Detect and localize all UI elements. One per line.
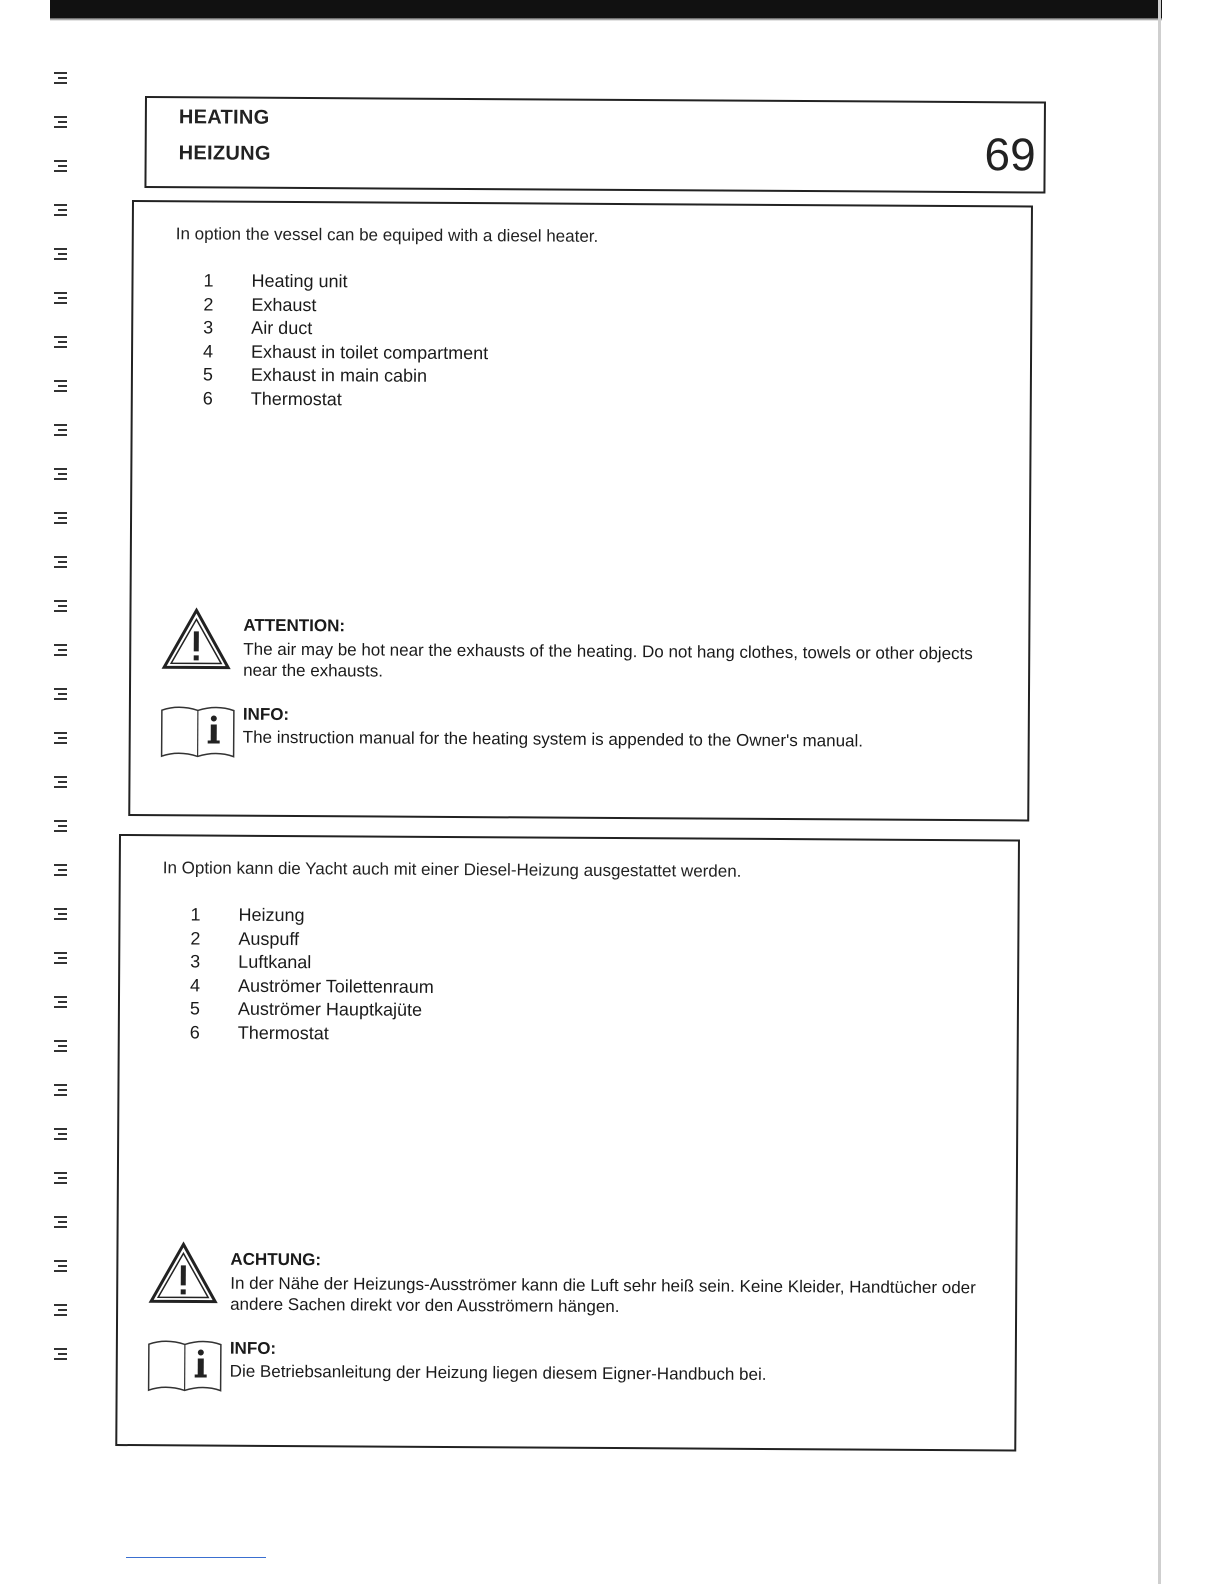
binding-ring bbox=[54, 820, 67, 834]
binding-ring bbox=[54, 1172, 67, 1186]
list-item: 3 Luftkanal bbox=[190, 951, 312, 973]
list-item: 6 Thermostat bbox=[202, 387, 342, 409]
warning-text: The air may be hot near the exhausts of the heating. Do not hang clothes, towels or other objects near the exhausts. bbox=[243, 639, 973, 681]
binding-ring bbox=[54, 72, 67, 86]
binding-ring bbox=[54, 292, 67, 306]
info-heading: INFO: bbox=[242, 704, 290, 724]
page-number: 69 bbox=[984, 128, 1036, 181]
binding-ring bbox=[54, 776, 67, 790]
list-item: 1 Heizung bbox=[190, 904, 305, 926]
list-item: 4 Exhaust in toilet compartment bbox=[203, 340, 489, 363]
binding-ring bbox=[54, 468, 67, 482]
binding-ring bbox=[54, 1216, 67, 1230]
intro-text: In Option kann die Yacht auch mit einer Diesel-Heizung ausgestattet werden. bbox=[162, 858, 742, 881]
warning-heading: ATTENTION: bbox=[243, 615, 346, 636]
info-block bbox=[158, 704, 998, 779]
info-heading: INFO: bbox=[229, 1338, 277, 1358]
warning-triangle-icon bbox=[161, 607, 231, 671]
scan-page-edge bbox=[1158, 0, 1161, 1584]
warning-block bbox=[161, 607, 1001, 692]
warning-block bbox=[148, 1241, 988, 1326]
list-item: 1 Heating unit bbox=[203, 270, 348, 292]
scan-top-shadow bbox=[50, 18, 1162, 21]
binding-ring bbox=[54, 644, 67, 658]
warning-heading: ACHTUNG: bbox=[230, 1249, 322, 1270]
binding-ring bbox=[54, 116, 67, 130]
page-header bbox=[144, 96, 1046, 194]
binding-ring bbox=[54, 996, 67, 1010]
page-title-english: HEATING bbox=[178, 106, 270, 129]
footer-rule bbox=[126, 1557, 266, 1558]
scan-top-border bbox=[50, 0, 1162, 18]
binding-ring bbox=[54, 688, 67, 702]
binding-ring bbox=[54, 600, 67, 614]
binding-ring bbox=[54, 908, 67, 922]
list-item: 5 Exhaust in main cabin bbox=[202, 364, 428, 386]
binding-ring bbox=[54, 424, 67, 438]
german-section bbox=[115, 834, 1020, 1451]
binding-ring bbox=[54, 952, 67, 966]
info-book-icon bbox=[159, 704, 237, 764]
binding-ring bbox=[54, 380, 67, 394]
warning-triangle-icon bbox=[148, 1241, 218, 1305]
info-text: Die Betriebsanleitung der Heizung liegen diesem Eigner-Handbuch bei. bbox=[229, 1361, 767, 1384]
parts-list bbox=[203, 270, 489, 413]
page-title-german: HEIZUNG bbox=[178, 142, 271, 165]
english-section bbox=[128, 200, 1033, 821]
binding-ring bbox=[54, 1304, 67, 1318]
spiral-binding bbox=[50, 60, 74, 1400]
binding-ring bbox=[54, 1040, 67, 1054]
info-book-icon bbox=[146, 1338, 224, 1398]
binding-ring bbox=[54, 204, 67, 218]
info-block bbox=[145, 1338, 985, 1413]
binding-ring bbox=[54, 1348, 67, 1362]
binding-ring bbox=[54, 864, 67, 878]
list-item: 2 Exhaust bbox=[203, 293, 317, 315]
list-item: 3 Air duct bbox=[203, 317, 313, 339]
binding-ring bbox=[54, 512, 67, 526]
binding-ring bbox=[54, 248, 67, 262]
parts-list bbox=[190, 904, 435, 1046]
binding-ring bbox=[54, 732, 67, 746]
binding-ring bbox=[54, 1128, 67, 1142]
list-item: 2 Auspuff bbox=[190, 927, 300, 949]
binding-ring bbox=[54, 160, 67, 174]
warning-text: In der Nähe der Heizungs-Ausströmer kann die Luft sehr heiß sein. Keine Kleider, Handtücher oder andere Sachen direkt vor den Ausströmern hängen. bbox=[230, 1273, 976, 1317]
binding-ring bbox=[54, 1260, 67, 1274]
list-item: 4 Auströmer Toilettenraum bbox=[190, 974, 434, 997]
list-item: 5 Auströmer Hauptkajüte bbox=[189, 998, 423, 1020]
list-item: 6 Thermostat bbox=[189, 1021, 329, 1043]
info-text: The instruction manual for the heating system is appended to the Owner's manual. bbox=[242, 727, 864, 751]
binding-ring bbox=[54, 556, 67, 570]
binding-ring bbox=[54, 1084, 67, 1098]
intro-text: In option the vessel can be equiped with a diesel heater. bbox=[175, 224, 599, 246]
binding-ring bbox=[54, 336, 67, 350]
